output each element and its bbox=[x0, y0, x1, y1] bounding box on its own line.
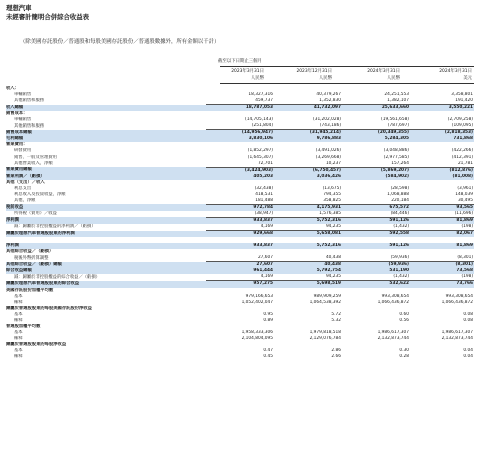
row-value-col4: (2,818,353) bbox=[410, 130, 474, 137]
row-value-col4: 0.08 bbox=[463, 311, 473, 317]
row-value-col1: 957,275 bbox=[206, 281, 274, 288]
row-label: 歸屬於普通股股東的每股淨收益 bbox=[6, 341, 67, 347]
col-currency-4: 美元 bbox=[463, 76, 472, 81]
row-label: 其他綜合收益／（虧損） bbox=[6, 249, 54, 255]
row-value-col1: 933,837 bbox=[206, 243, 274, 249]
row-value-col2: 41,732,097 bbox=[274, 105, 342, 112]
row-label: 減：歸屬於非控股權益的淨利潤／（虧損） bbox=[14, 224, 96, 230]
col-currency-2: 人民幣 bbox=[318, 76, 332, 81]
row-value-col1: 459,737 bbox=[206, 98, 274, 105]
row-value-col3: 220,184 bbox=[342, 198, 410, 205]
period-label: 截至以下日期止三個月 bbox=[218, 59, 262, 64]
row-value-col2: 4,175,931 bbox=[274, 204, 342, 211]
row-label: 歸屬於理想汽車普通股股東的淨利潤 bbox=[6, 231, 206, 238]
row-value-col4: 82,067 bbox=[410, 231, 474, 238]
row-value-col4: (2,709,258) bbox=[447, 117, 473, 123]
income-statement-table bbox=[6, 86, 474, 360]
row-value-col4: (198) bbox=[410, 274, 474, 281]
row-value-col2: 9,786,883 bbox=[274, 136, 342, 142]
row-value-col1: 1,958,333,306 bbox=[241, 329, 273, 335]
row-value-col4: (422,266) bbox=[451, 148, 473, 154]
row-value-col3: (28,598) bbox=[390, 185, 409, 191]
row-value-col2: 3,036,426 bbox=[274, 174, 342, 180]
row-value-col4: 3,358,801 bbox=[451, 92, 473, 98]
row-value-col2: (31,945,214) bbox=[274, 130, 342, 137]
row-value-col4: 993,308,654 bbox=[445, 293, 473, 299]
row-label: 基本 bbox=[14, 347, 23, 353]
row-value-col2: 2.66 bbox=[331, 354, 341, 360]
units-note: （除美國存託股份／普通股和每股美國存託股份／普通股數據外，所有金額以千計） bbox=[20, 39, 220, 45]
row-label: 銷售成本： bbox=[6, 111, 28, 117]
row-value-col2: 358,825 bbox=[274, 198, 342, 205]
row-value-col2: 5,658,081 bbox=[274, 231, 342, 238]
row-value-col2: 40,438 bbox=[274, 255, 342, 262]
row-label: 其他，淨額 bbox=[14, 198, 36, 204]
row-label: 收入總額 bbox=[6, 105, 206, 112]
row-value-col2: 5,752,316 bbox=[274, 217, 342, 224]
row-value-col3: 1,068,888 bbox=[387, 191, 409, 197]
row-value-col1: 72,701 bbox=[206, 161, 274, 168]
row-value-col3: 591,126 bbox=[342, 243, 410, 249]
row-value-col4: 0.08 bbox=[463, 317, 473, 323]
row-value-col1: (32,438) bbox=[254, 185, 273, 191]
row-value-col1: 961,444 bbox=[206, 268, 274, 274]
row-value-col2: (31,202,028) bbox=[313, 117, 341, 123]
row-value-col2: (743,186) bbox=[274, 123, 342, 130]
row-value-col1: 4,169 bbox=[206, 274, 274, 281]
row-value-col3: 1,066,436,872 bbox=[377, 299, 409, 305]
currency-rule bbox=[220, 83, 474, 84]
row-value-col3: 1,382,107 bbox=[342, 98, 410, 105]
row-label: 銷售成本總額 bbox=[6, 130, 206, 137]
row-label: 基本 bbox=[14, 311, 23, 317]
row-value-col2: 94,235 bbox=[274, 224, 342, 231]
row-value-col3: (1,432) bbox=[342, 274, 410, 281]
row-label: 稀釋 bbox=[14, 354, 23, 360]
row-label: 普通股加權平均數 bbox=[6, 323, 41, 329]
row-value-col1: 929,668 bbox=[206, 231, 274, 238]
row-value-col1: 0.47 bbox=[263, 347, 273, 353]
row-value-col1: 27,607 bbox=[206, 255, 274, 262]
row-value-col1: 3,830,106 bbox=[206, 136, 274, 142]
row-value-col1: (14,705,143) bbox=[245, 117, 273, 123]
row-value-col2: 794,355 bbox=[323, 191, 341, 197]
row-value-col3: (584,902) bbox=[342, 174, 410, 180]
row-label: 其他銷售和服務 bbox=[14, 98, 45, 104]
row-label: 車輛銷售 bbox=[14, 92, 32, 98]
row-value-col2: 2.86 bbox=[331, 347, 341, 353]
row-value-col3: 24,251,553 bbox=[384, 92, 409, 98]
row-value-col2: 5,792,754 bbox=[274, 268, 342, 274]
row-label: 利息收入及投資收益，淨額 bbox=[14, 191, 66, 197]
row-label: 稅前收益 bbox=[6, 204, 206, 211]
row-value-col4: (198) bbox=[410, 224, 474, 231]
row-value-col1: 18,787,053 bbox=[206, 105, 274, 112]
row-value-col4: 30,495 bbox=[410, 198, 474, 205]
row-label: 其他綜合收益／（虧損）總額 bbox=[6, 262, 206, 269]
row-value-col1: (251,804) bbox=[206, 123, 274, 130]
row-value-col1: 0.95 bbox=[263, 311, 273, 317]
row-value-col2: 1,352,830 bbox=[274, 98, 342, 105]
row-value-col3: (59,936) bbox=[342, 262, 410, 269]
row-value-col2: 40,438 bbox=[274, 262, 342, 269]
row-value-col3: (20,349,355) bbox=[342, 130, 410, 137]
col-date-2: 2023年12月31日 bbox=[296, 69, 332, 74]
row-value-col2: 1,064,538,392 bbox=[309, 299, 341, 305]
row-label: 減：歸屬於非控股權益的綜合收益／（虧損） bbox=[14, 274, 100, 280]
row-value-col1: 27,607 bbox=[206, 262, 274, 269]
row-value-col3: (3,048,886) bbox=[383, 148, 409, 154]
row-value-col2: (13,675) bbox=[322, 185, 341, 191]
row-value-col2: (3,491,026) bbox=[315, 148, 341, 154]
row-label: 稀釋 bbox=[14, 335, 23, 341]
row-value-col4: 731,868 bbox=[410, 136, 474, 142]
row-label: 營業費用： bbox=[6, 142, 28, 148]
row-value-col3: 591,126 bbox=[342, 217, 410, 224]
row-value-col3: (59,936) bbox=[342, 255, 410, 262]
row-value-col1: (14,956,947) bbox=[206, 130, 274, 137]
row-value-col3: 5,284,305 bbox=[342, 136, 410, 142]
row-value-col2: 40,379,267 bbox=[316, 92, 341, 98]
row-value-col3: (5,869,207) bbox=[342, 167, 410, 174]
row-label: 稀釋 bbox=[14, 317, 23, 323]
col-date-3: 2024年3月31日 bbox=[367, 69, 400, 74]
row-value-col3: (1,432) bbox=[342, 224, 410, 231]
row-value-col1: (3,424,903) bbox=[206, 167, 274, 174]
row-label: 其他（支出）／收入 bbox=[6, 179, 45, 185]
row-value-col1: 0.45 bbox=[263, 354, 273, 360]
row-value-col4: 1,066,436,872 bbox=[441, 299, 473, 305]
row-value-col4: 81,869 bbox=[410, 243, 474, 249]
row-value-col2: 5,752,316 bbox=[274, 243, 342, 249]
row-label: 銷售、一般及管理費用 bbox=[14, 154, 57, 160]
col-date-1: 2023年3月31日 bbox=[231, 69, 264, 74]
row-value-col3: 0.30 bbox=[399, 347, 409, 353]
row-value-col3: (19,561,658) bbox=[381, 117, 409, 123]
row-value-col3: 1,986,617,307 bbox=[377, 329, 409, 335]
row-label: 綜合收益總額 bbox=[6, 268, 206, 274]
row-value-col3: 0.28 bbox=[399, 354, 409, 360]
row-label: 基本 bbox=[14, 293, 23, 299]
row-value-col3: 675,572 bbox=[342, 204, 410, 211]
row-value-col2: 2,129,076,784 bbox=[309, 335, 341, 341]
row-value-col4: 21,781 bbox=[410, 161, 474, 168]
row-label: 其他營業收入，淨額 bbox=[14, 160, 53, 166]
row-label: 毛利總額 bbox=[6, 136, 206, 142]
row-label: 歸屬於普通股股東的每股美國存託股份淨收益 bbox=[6, 305, 92, 311]
row-value-col3: 531,190 bbox=[342, 268, 410, 274]
row-value-col4: (11,696) bbox=[410, 211, 474, 218]
row-value-col4: 3,550,221 bbox=[410, 105, 474, 112]
row-value-col1: 933,837 bbox=[206, 217, 274, 224]
row-value-col2: 989,909,259 bbox=[313, 293, 341, 299]
row-value-col1: 18,327,316 bbox=[248, 92, 273, 98]
header-rule bbox=[220, 66, 474, 67]
row-value-col3: 2,132,873,744 bbox=[377, 335, 409, 341]
row-label: 營業利潤／（虧損） bbox=[6, 174, 206, 180]
row-label: 收入： bbox=[6, 86, 19, 92]
statement-rows bbox=[6, 86, 474, 360]
row-value-col4: (109,095) bbox=[410, 123, 474, 130]
row-value-col1: 405,203 bbox=[206, 174, 274, 180]
row-label: 基本 bbox=[14, 329, 23, 335]
row-value-col1: (38,947) bbox=[206, 211, 274, 218]
row-value-col1: (1,645,307) bbox=[247, 154, 273, 160]
row-value-col2: 5.32 bbox=[331, 317, 341, 323]
statement-title: 未經審計簡明合併綜合收益表 bbox=[6, 13, 90, 21]
row-value-col4: 1,986,617,307 bbox=[441, 329, 473, 335]
row-value-col4: (8,301) bbox=[410, 262, 474, 269]
row-label: 稀釋 bbox=[14, 299, 23, 305]
row-value-col4: 0.04 bbox=[463, 347, 473, 353]
row-value-col4: 191,420 bbox=[410, 98, 474, 105]
row-value-col3: 532,622 bbox=[342, 281, 410, 288]
row-value-col4: (3,961) bbox=[457, 185, 473, 191]
row-label: 利息支出 bbox=[14, 185, 32, 191]
row-value-col4: (81,008) bbox=[410, 174, 474, 180]
row-value-col2: 1,576,385 bbox=[274, 211, 342, 218]
row-label: 所得稅（費用）／收益 bbox=[14, 211, 57, 217]
row-value-col1: 972,784 bbox=[206, 204, 274, 211]
row-value-col2: 5.72 bbox=[331, 311, 341, 317]
row-label: 其他銷售和服務 bbox=[14, 123, 45, 129]
row-value-col3: 157,264 bbox=[342, 161, 410, 168]
row-label: 淨利潤 bbox=[6, 217, 206, 224]
row-label: 淨利潤 bbox=[6, 243, 206, 249]
row-value-col2: 10,237 bbox=[274, 161, 342, 168]
row-label: 美國存託股份加權平均數 bbox=[6, 287, 54, 293]
row-value-col4: 81,869 bbox=[410, 217, 474, 224]
row-value-col3: (2,977,585) bbox=[383, 154, 409, 160]
col-date-4: 2024年3月31日 bbox=[439, 69, 472, 74]
row-value-col1: 4,169 bbox=[206, 224, 274, 231]
row-value-col1: 418,531 bbox=[255, 191, 273, 197]
row-value-col3: (84,446) bbox=[342, 211, 410, 218]
period-header bbox=[0, 59, 480, 66]
row-value-col2: 94,235 bbox=[274, 274, 342, 281]
row-label: 營業費用總額 bbox=[6, 167, 206, 174]
row-value-col4: 73,568 bbox=[410, 268, 474, 274]
row-label: 研發費用 bbox=[14, 148, 32, 154]
row-value-col4: 0.04 bbox=[463, 354, 473, 360]
row-value-col1: 2,104,804,095 bbox=[241, 335, 273, 341]
row-value-col3: 993,308,654 bbox=[381, 293, 409, 299]
row-value-col4: 148,039 bbox=[455, 191, 473, 197]
date-header-row bbox=[0, 69, 480, 76]
row-value-col3: 25,633,660 bbox=[342, 105, 410, 112]
row-value-col1: (1,852,297) bbox=[247, 148, 273, 154]
row-value-col1: 979,166,653 bbox=[245, 293, 273, 299]
row-value-col3: (787,697) bbox=[342, 123, 410, 130]
row-label: 稅後外幣折算調整 bbox=[14, 255, 49, 261]
row-label: 車輛銷售 bbox=[14, 117, 32, 123]
company-name: 理想汽車 bbox=[6, 4, 32, 12]
row-value-col3: 0.60 bbox=[399, 311, 409, 317]
row-value-col4: (812,876) bbox=[410, 167, 474, 174]
row-value-col4: 2,132,873,744 bbox=[441, 335, 473, 341]
currency-header-row bbox=[0, 76, 480, 83]
row-value-col2: 1,979,818,518 bbox=[309, 329, 341, 335]
table-row bbox=[6, 354, 474, 360]
row-value-col3: 0.56 bbox=[399, 317, 409, 323]
row-label: 歸屬於理想汽車普通股股東的綜合收益 bbox=[6, 281, 206, 288]
row-value-col2: 5,698,519 bbox=[274, 281, 342, 288]
row-value-col4: 93,565 bbox=[410, 204, 474, 211]
col-currency-1: 人民幣 bbox=[250, 76, 264, 81]
row-value-col2: (6,750,457) bbox=[274, 167, 342, 174]
col-currency-3: 人民幣 bbox=[386, 76, 400, 81]
row-value-col4: (412,391) bbox=[451, 154, 473, 160]
row-value-col4: 73,766 bbox=[410, 281, 474, 288]
row-value-col2: (3,269,668) bbox=[315, 154, 341, 160]
row-value-col1: 181,488 bbox=[206, 198, 274, 205]
row-value-col3: 592,558 bbox=[342, 231, 410, 238]
row-value-col4: (8,301) bbox=[410, 255, 474, 262]
row-value-col1: 1,052,402,047 bbox=[241, 299, 273, 305]
row-value-col1: 0.89 bbox=[263, 317, 273, 323]
